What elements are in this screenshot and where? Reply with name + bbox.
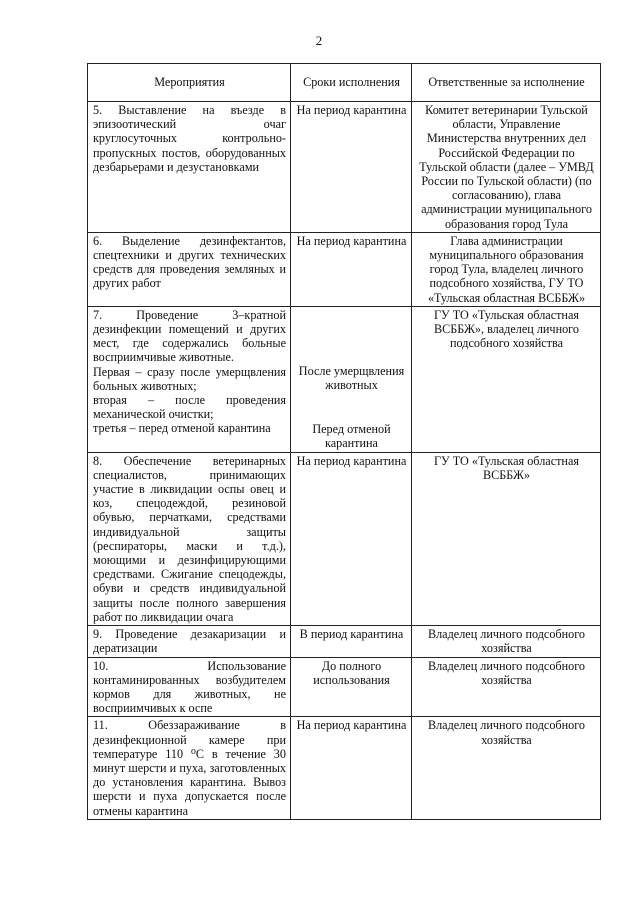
header-responsible: Ответственные за исполнение	[412, 64, 601, 102]
responsible-cell: Глава администрации муниципального образования город Тула, владелец личного подсобного хозяйства, ГУ ТО «Тульская областная ВСББЖ»	[412, 232, 601, 306]
responsible-cell: Комитет ветеринарии Тульской области, Управление Министерства внутренних дел Российской Федерации по Тульской области (далее – УМВД России по Тульской области) (по согласованию), глава администрации муниципального образования город Тула	[412, 102, 601, 233]
responsible-cell: Владелец личного подсобного хозяйства	[412, 626, 601, 657]
deadline-cell	[291, 306, 412, 452]
measure-cell: 8. Обеспечение ветеринарных специалистов, принимающих участие в ликвидации оспы овец и коз, спецодеждой, резиновой обувью, перчатками, средствами индивидуальной защиты (респираторы, маски и т.д.), моющими и дезинфицирующими средствами. Сжигание спецодежды, обуви и средств индивидуальной защиты после полного завершения работ по ликвидации очага	[88, 452, 291, 625]
measure-cell: 7. Проведение 3–кратной дезинфекции помещений и других мест, где содержались больные восприимчивые животные. Первая – сразу после умерщвления больных животных; вторая – после проведения механической очистки; третья – перед отменой карантина	[88, 306, 291, 452]
table-row	[88, 452, 601, 625]
table-row	[88, 717, 601, 819]
deadline-cell: На период карантина	[291, 717, 412, 819]
page-number: 2	[315, 33, 323, 48]
measure-cell: 11. Обеззараживание в дезинфекционной камере при температуре 110 ⁰С в течение 30 минут шерсти и пуха, заготовленных до установления карантина. Вывоз шерсти и пуха допускается после отмены карантина	[88, 717, 291, 819]
deadline-cell: На период карантина	[291, 102, 412, 233]
measures-table	[87, 63, 601, 820]
table-row	[88, 102, 601, 233]
measure-cell: 6. Выделение дезинфектантов, спецтехники и других технических средств для проведения земляных и других работ	[88, 232, 291, 306]
table-row	[88, 306, 601, 452]
responsible-cell: ГУ ТО «Тульская областная ВСББЖ»	[412, 452, 601, 625]
measure-cell: 10. Использование контаминированных возбудителем кормов для животных, не восприимчивых к оспе	[88, 657, 291, 717]
responsible-cell: Владелец личного подсобного хозяйства	[412, 657, 601, 717]
table-row	[88, 626, 601, 657]
deadline-first-disinfection: После умерщвления животных	[298, 363, 405, 393]
responsible-cell: ГУ ТО «Тульская областная ВСББЖ», владелец личного подсобного хозяйства	[412, 306, 601, 452]
table-row	[88, 232, 601, 306]
measure-cell: 9. Проведение дезакаризации и дератизации	[88, 626, 291, 657]
deadline-cell: До полного использования	[291, 657, 412, 717]
table-header-row	[88, 64, 601, 102]
measure-cell: 5. Выставление на въезде в эпизоотический очаг круглосуточных контрольно-пропускных постов, оборудованных дезбарьерами и дезустановками	[88, 102, 291, 233]
deadline-cell: В период карантина	[291, 626, 412, 657]
header-measures: Мероприятия	[88, 64, 291, 102]
responsible-cell: Владелец личного подсобного хозяйства	[412, 717, 601, 819]
deadline-third-disinfection: Перед отменой карантина	[312, 422, 391, 451]
deadline-cell: На период карантина	[291, 232, 412, 306]
header-deadlines: Сроки исполнения	[291, 64, 412, 102]
deadline-cell: На период карантина	[291, 452, 412, 625]
table-row	[88, 657, 601, 717]
